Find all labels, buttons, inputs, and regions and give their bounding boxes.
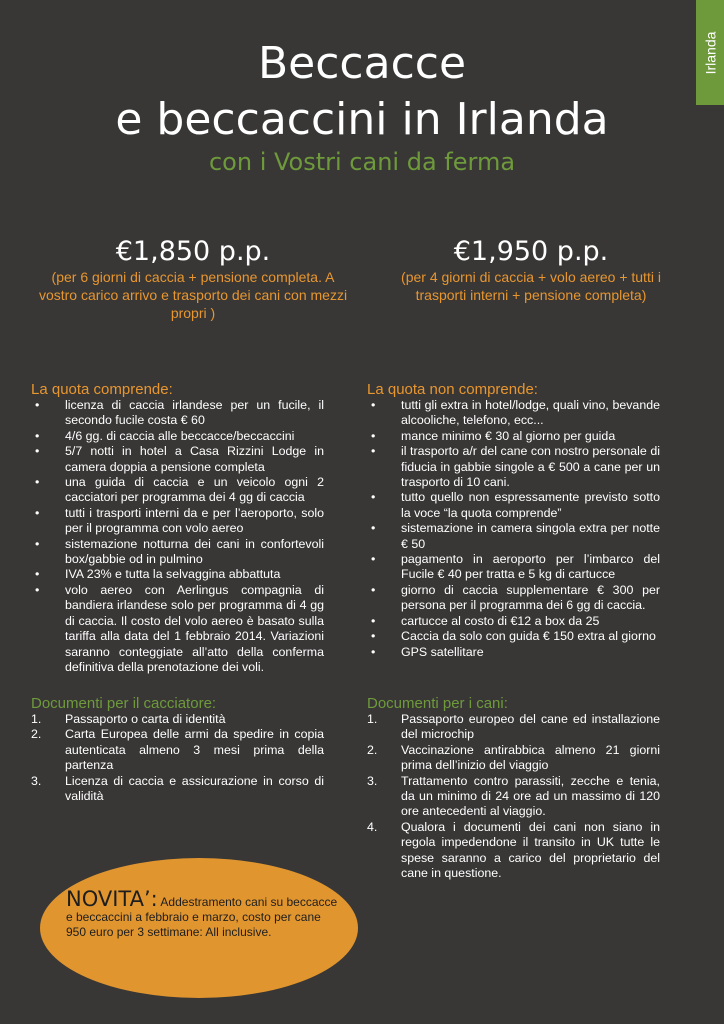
list-item: • 5/7 notti in hotel a Casa Rizzini Lodge in camera doppia a pensione completa bbox=[31, 444, 324, 475]
list-item: • GPS satellitare bbox=[367, 645, 660, 660]
list-item: • tutti gli extra in hotel/lodge, quali vino, bevande alcooliche, telefono, ecc... bbox=[367, 398, 660, 429]
list-item: • mance minimo € 30 al giorno per guida bbox=[367, 429, 660, 444]
item-text: Vaccinazione antirabbica almeno 21 giorni prima dell’inizio del viaggio bbox=[401, 742, 660, 773]
list-item: • una guida di caccia e un veicolo ogni 2 cacciatori per programma dei 4 gg di caccia bbox=[31, 475, 324, 506]
list-item: • 4/6 gg. di caccia alle beccacce/beccaccini bbox=[31, 429, 324, 444]
excludes-heading: La quota non comprende: bbox=[367, 381, 538, 398]
item-number: 1. bbox=[367, 712, 378, 726]
excludes-section bbox=[367, 381, 660, 660]
list-item bbox=[31, 712, 324, 727]
side-tab-label: Irlanda bbox=[702, 31, 718, 74]
price-left bbox=[34, 236, 352, 322]
list-item: • IVA 23% e tutta la selvaggina abbattuta bbox=[31, 567, 324, 582]
includes-list bbox=[31, 398, 324, 675]
item-text: Licenza di caccia e assicurazione in corso di validità bbox=[65, 773, 324, 804]
includes-heading: La quota comprende: bbox=[31, 381, 173, 398]
price-right bbox=[386, 236, 676, 304]
list-item: • Caccia da solo con guida € 150 extra al giorno bbox=[367, 629, 660, 644]
item-number: 2. bbox=[367, 742, 378, 757]
list-item bbox=[367, 712, 660, 743]
list-item bbox=[31, 774, 324, 805]
list-item bbox=[31, 727, 324, 773]
docs-dogs-heading: Documenti per i cani: bbox=[367, 695, 508, 712]
item-number: 3. bbox=[31, 773, 42, 788]
list-item: • cartucce al costo di €12 a box da 25 bbox=[367, 614, 660, 629]
item-text: Qualora i documenti dei cani non siano in regola impedendone il transito in UK tutte le spese saranno a carico del proprietario del cane in questione. bbox=[401, 819, 660, 881]
item-number: 2. bbox=[31, 727, 42, 742]
item-number: 4. bbox=[367, 819, 378, 834]
item-text: Passaporto o carta di identità bbox=[65, 712, 226, 726]
docs-dogs-list bbox=[367, 712, 660, 881]
novita-text: Addestramento cani su beccacce e beccaccini a febbraio e marzo, costo per cane 950 euro per 3 settimane: All inclusive. bbox=[66, 895, 338, 939]
novita-oval bbox=[40, 858, 358, 998]
list-item: • tutti i trasporti interni da e per l’aeroporto, solo per il programma con volo aereo bbox=[31, 506, 324, 537]
price-left-amount: €1,850 p.p. bbox=[115, 236, 271, 267]
title-line-2: e beccaccini in Irlanda bbox=[115, 94, 609, 145]
list-item: • il trasporto a/r del cane con nostro personale di fiducia in gabbie singole a € 500 a cane per un trasporto di 10 cani. bbox=[367, 444, 660, 490]
item-text: Trattamento contro parassiti, zecche e tenia, da un minimo di 24 ore ad un massimo di 120 ore antecedenti al viaggio. bbox=[401, 773, 660, 819]
includes-section bbox=[31, 381, 324, 675]
docs-hunter-list bbox=[31, 712, 324, 804]
price-right-amount: €1,950 p.p. bbox=[453, 236, 609, 267]
docs-hunter-section bbox=[31, 695, 324, 804]
excludes-list bbox=[367, 398, 660, 660]
list-item bbox=[367, 743, 660, 774]
price-left-note: (per 6 giorni di caccia + pensione completa. A vostro carico arrivo e trasporto dei cani con mezzi propri ) bbox=[38, 269, 348, 321]
item-text: Passaporto europeo del cane ed installazione del microchip bbox=[401, 712, 660, 742]
item-text: Carta Europea delle armi da spedire in copia autenticata almeno 3 mesi prima della partenza bbox=[65, 727, 324, 773]
subtitle: con i Vostri cani da ferma bbox=[208, 148, 516, 176]
title-line-1: Beccacce bbox=[257, 38, 467, 89]
price-right-note: (per 4 giorni di caccia + volo aereo + tutti i trasporti interni + pensione completa) bbox=[401, 269, 661, 303]
list-item bbox=[367, 774, 660, 820]
list-item: • licenza di caccia irlandese per un fucile, il secondo fucile costa € 60 bbox=[31, 398, 324, 429]
novita-label: NOVITA’: bbox=[66, 887, 158, 911]
item-number: 3. bbox=[367, 773, 378, 788]
item-number: 1. bbox=[31, 712, 42, 726]
list-item bbox=[367, 820, 660, 882]
list-item: • volo aereo con Aerlingus compagnia di bandiera irlandese solo per programma di 4 gg di caccia. Il costo del volo aereo è basato sulla tariffa alla data del 1 febbraio 2014. Variazioni saranno conteggiate all’atto della conferma definitiva della prenotazione dei voli. bbox=[31, 583, 324, 675]
novita-text-block bbox=[66, 887, 342, 940]
list-item: • tutto quello non espressamente previsto sotto la voce “la quota comprende” bbox=[367, 490, 660, 521]
list-item: • sistemazione in camera singola extra per notte € 50 bbox=[367, 521, 660, 552]
list-item: • giorno di caccia supplementare € 300 per persona per il programma dei 6 gg di caccia. bbox=[367, 583, 660, 614]
docs-dogs-section bbox=[367, 695, 660, 881]
list-item: • sistemazione notturna dei cani in confortevoli box/gabbie od in pulmino bbox=[31, 537, 324, 568]
docs-hunter-heading: Documenti per il cacciatore: bbox=[31, 695, 217, 712]
list-item: • pagamento in aeroporto per l’imbarco del Fucile € 40 per tratta e 5 kg di cartucce bbox=[367, 552, 660, 583]
